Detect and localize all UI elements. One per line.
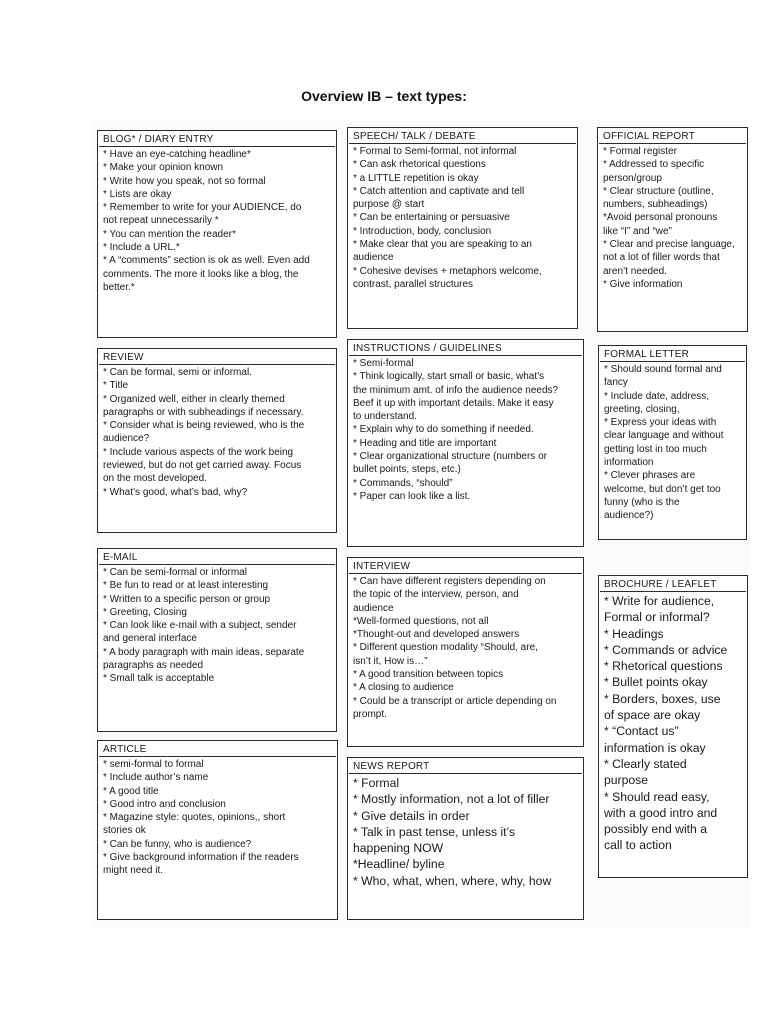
box-interview xyxy=(347,557,584,747)
box-line: * Should read easy, xyxy=(604,789,710,804)
box-line: * Organized well, either in clearly themed xyxy=(103,393,285,405)
box-line: * Formal xyxy=(353,776,400,790)
box-line: * Can have different registers depending on xyxy=(353,576,546,587)
box-line: * Paper can look like a list. xyxy=(353,490,471,502)
box-line: * Can ask rhetorical questions xyxy=(353,159,486,171)
box-line: * Written to a specific person or group xyxy=(103,593,271,605)
box-line: * Clever phrases are xyxy=(604,470,696,482)
box-body xyxy=(599,362,746,523)
box-line: * Title xyxy=(103,380,129,392)
box-line: * Addressed to specific xyxy=(603,159,705,171)
box-title: INTERVIEW xyxy=(349,558,582,574)
box-line: * A closing to audience xyxy=(353,682,454,694)
box-line: and general interface xyxy=(103,633,197,645)
page-title: Overview IB – text types: xyxy=(301,88,467,104)
box-title: INSTRUCTIONS / GUIDELINES xyxy=(349,340,582,356)
box-title: NEWS REPORT xyxy=(349,758,582,774)
box-line: * Consider what is being reviewed, who is the xyxy=(103,420,305,432)
box-line: * Remember to write for your AUDIENCE, do xyxy=(103,202,302,214)
box-line: happening NOW xyxy=(353,841,444,856)
box-line: * Bullet points okay xyxy=(604,675,708,690)
box-line: * Borders, boxes, use xyxy=(604,691,721,706)
box-body xyxy=(598,144,747,291)
box-line: * Magazine style: quotes, opinions,, short xyxy=(103,812,286,824)
box-line: * Introduction, body, conclusion xyxy=(353,225,492,237)
box-line: * Can look like e-mail with a subject, sender xyxy=(103,620,297,632)
box-line: * Catch attention and captivate and tell xyxy=(353,185,525,197)
box-line: * semi-formal to formal xyxy=(103,759,204,770)
box-line: bullet points, steps, etc.) xyxy=(353,464,461,476)
box-line: Beef it up with important details. Make it easy xyxy=(353,397,554,409)
box-line: numbers, subheadings) xyxy=(603,199,708,211)
box-line: * Think logically, start small or basic, what’s xyxy=(353,371,545,383)
box-line: audience? xyxy=(103,433,150,445)
box-line: * Have an eye-catching headline* xyxy=(103,149,251,160)
box-line: clear language and without xyxy=(604,430,724,442)
box-line: *Headline/ byline xyxy=(353,857,445,872)
box-line: comments. The more it looks like a blog, the xyxy=(103,268,299,280)
box-line: paragraphs as needed xyxy=(103,660,204,672)
box-line: person/group xyxy=(603,172,662,184)
box-line: * Can be semi-formal or informal xyxy=(103,567,247,578)
box-line: * Could be a transcript or article depending on xyxy=(353,695,557,707)
box-line: call to action xyxy=(604,838,672,853)
box-line: *Avoid personal pronouns xyxy=(603,212,718,224)
box-formal-letter xyxy=(598,345,747,540)
box-line: not repeat unnecessarily * xyxy=(103,215,219,227)
box-line: the topic of the interview, person, and xyxy=(353,589,519,601)
box-line: * a LITTLE repetition is okay xyxy=(353,172,479,184)
box-line: fancy xyxy=(604,377,628,389)
box-line: * Write for audience, xyxy=(604,594,715,608)
box-line: * Who, what, when, where, why, how xyxy=(353,873,552,888)
box-title: SPEECH/ TALK / DEBATE xyxy=(349,128,576,144)
box-body xyxy=(348,144,577,291)
box-line: * Can be entertaining or persuasive xyxy=(353,212,510,224)
box-body xyxy=(98,365,336,499)
box-body xyxy=(599,592,747,854)
box-body xyxy=(98,757,337,878)
box-line: funny (who is the xyxy=(604,496,680,508)
box-line: * Make your opinion known xyxy=(103,162,224,174)
box-news-report xyxy=(347,757,584,920)
box-body xyxy=(98,565,336,686)
box-line: * Give information xyxy=(603,278,683,290)
box-line: * Give details in order xyxy=(353,808,470,823)
box-line: * Express your ideas with xyxy=(604,417,717,429)
box-line: isn’t it, How is…” xyxy=(353,655,428,667)
box-title: OFFICIAL REPORT xyxy=(599,128,746,144)
box-line: possibly end with a xyxy=(604,822,707,837)
box-title: ARTICLE xyxy=(99,741,336,757)
box-line: * A body paragraph with main ideas, separate xyxy=(103,646,305,658)
box-title: BROCHURE / LEAFLET xyxy=(600,576,746,592)
box-line: * Headings xyxy=(604,626,664,641)
box-line: to understand. xyxy=(353,411,417,423)
box-line: on the most developed. xyxy=(103,473,207,485)
box-line: purpose xyxy=(604,773,649,788)
box-line: * Rhetorical questions xyxy=(604,659,723,674)
box-line: paragraphs or with subheadings if necessary. xyxy=(103,406,304,418)
box-line: not a lot of filler words that xyxy=(603,252,720,264)
box-line: * Clear structure (outline, xyxy=(603,185,714,197)
box-body xyxy=(348,574,583,721)
box-line: * Mostly information, not a lot of filler xyxy=(353,792,550,807)
box-line: * Formal to Semi-formal, not informal xyxy=(353,146,517,157)
box-line: * Heading and title are important xyxy=(353,437,497,449)
box-line: * Include author’s name xyxy=(103,772,209,784)
box-line: * Small talk is acceptable xyxy=(103,673,215,685)
box-line: * Talk in past tense, unless it’s xyxy=(353,824,516,839)
box-line: *Thought-out and developed answers xyxy=(353,629,520,641)
box-line: might need it. xyxy=(103,865,164,877)
box-line: * You can mention the reader* xyxy=(103,228,236,240)
box-line: * Clearly stated xyxy=(604,756,687,771)
box-line: of space are okay xyxy=(604,708,701,723)
box-line: audience?) xyxy=(604,510,654,522)
box-line: * Write how you speak, not so formal xyxy=(103,175,266,187)
box-line: * Include date, address, xyxy=(604,390,710,402)
box-line: like “I” and “we” xyxy=(603,225,672,237)
box-line: audience xyxy=(353,252,394,264)
box-line: audience xyxy=(353,602,394,614)
box-article xyxy=(97,740,338,920)
box-line: reviewed, but do not get carried away. Focus xyxy=(103,460,302,472)
box-line: Formal or informal? xyxy=(604,610,710,625)
box-line: * Formal register xyxy=(603,146,677,157)
box-line: prompt. xyxy=(353,708,387,720)
box-line: getting lost in too much xyxy=(604,443,707,455)
box-line: * Include a URL.* xyxy=(103,242,180,254)
box-line: * Should sound formal and xyxy=(604,364,722,375)
box-line: *Well-formed questions, not all xyxy=(353,615,489,627)
box-line: * Make clear that you are speaking to an xyxy=(353,239,532,251)
box-title: REVIEW xyxy=(99,349,335,365)
box-brochure-leaflet xyxy=(598,575,748,878)
box-line: information xyxy=(604,457,654,469)
box-title: FORMAL LETTER xyxy=(600,346,745,362)
box-line: * Good intro and conclusion xyxy=(103,798,226,810)
box-line: * What’s good, what’s bad, why? xyxy=(103,486,248,498)
box-line: * Be fun to read or at least interesting xyxy=(103,580,269,592)
box-official-report xyxy=(597,127,748,332)
box-line: with a good intro and xyxy=(604,805,718,820)
box-line: * Clear organizational structure (numbers or xyxy=(353,451,547,463)
box-title: E-MAIL xyxy=(99,549,335,565)
box-line: * Can be funny, who is audience? xyxy=(103,838,252,850)
box-line: welcome, but don’t get too xyxy=(604,483,721,495)
box-line: * Cohesive devises + metaphors welcome, xyxy=(353,265,542,277)
box-line: * Commands or advice xyxy=(604,642,728,657)
box-line: * Lists are okay xyxy=(103,188,172,200)
box-instructions-guidelines xyxy=(347,339,584,547)
box-e-mail xyxy=(97,548,337,732)
box-review xyxy=(97,348,337,533)
box-line: * Commands, “should” xyxy=(353,477,453,489)
box-line: * Different question modality “Should, are, xyxy=(353,642,538,654)
box-body xyxy=(98,147,336,294)
box-line: * Greeting, Closing xyxy=(103,606,187,618)
box-line: stories ok xyxy=(103,825,146,837)
box-line: contrast, parallel structures xyxy=(353,278,474,290)
box-line: * A good transition between topics xyxy=(353,669,504,681)
box-blog-diary-entry xyxy=(97,130,337,338)
box-line: better.* xyxy=(103,281,135,293)
box-body xyxy=(348,356,583,503)
box-line: * Semi-formal xyxy=(353,358,414,369)
box-line: greeting, closing, xyxy=(604,403,680,415)
box-line: * A good title xyxy=(103,785,159,797)
box-line: * Explain why to do something if needed. xyxy=(353,424,534,436)
box-line: purpose @ start xyxy=(353,199,425,211)
box-line: * Can be formal, semi or informal. xyxy=(103,367,252,378)
box-line: * Clear and precise language, xyxy=(603,239,735,251)
box-speech-talk-debate xyxy=(347,127,578,329)
box-line: * A “comments” section is ok as well. Even add xyxy=(103,255,310,267)
box-body xyxy=(348,774,583,889)
box-line: information is okay xyxy=(604,740,706,755)
box-line: * “Contact us” xyxy=(604,724,679,739)
box-line: aren’t needed. xyxy=(603,265,667,277)
box-line: * Give background information if the readers xyxy=(103,852,299,864)
box-line: * Include various aspects of the work being xyxy=(103,446,294,458)
box-title: BLOG* / DIARY ENTRY xyxy=(99,131,335,147)
box-line: the minimum amt. of info the audience needs? xyxy=(353,384,559,396)
